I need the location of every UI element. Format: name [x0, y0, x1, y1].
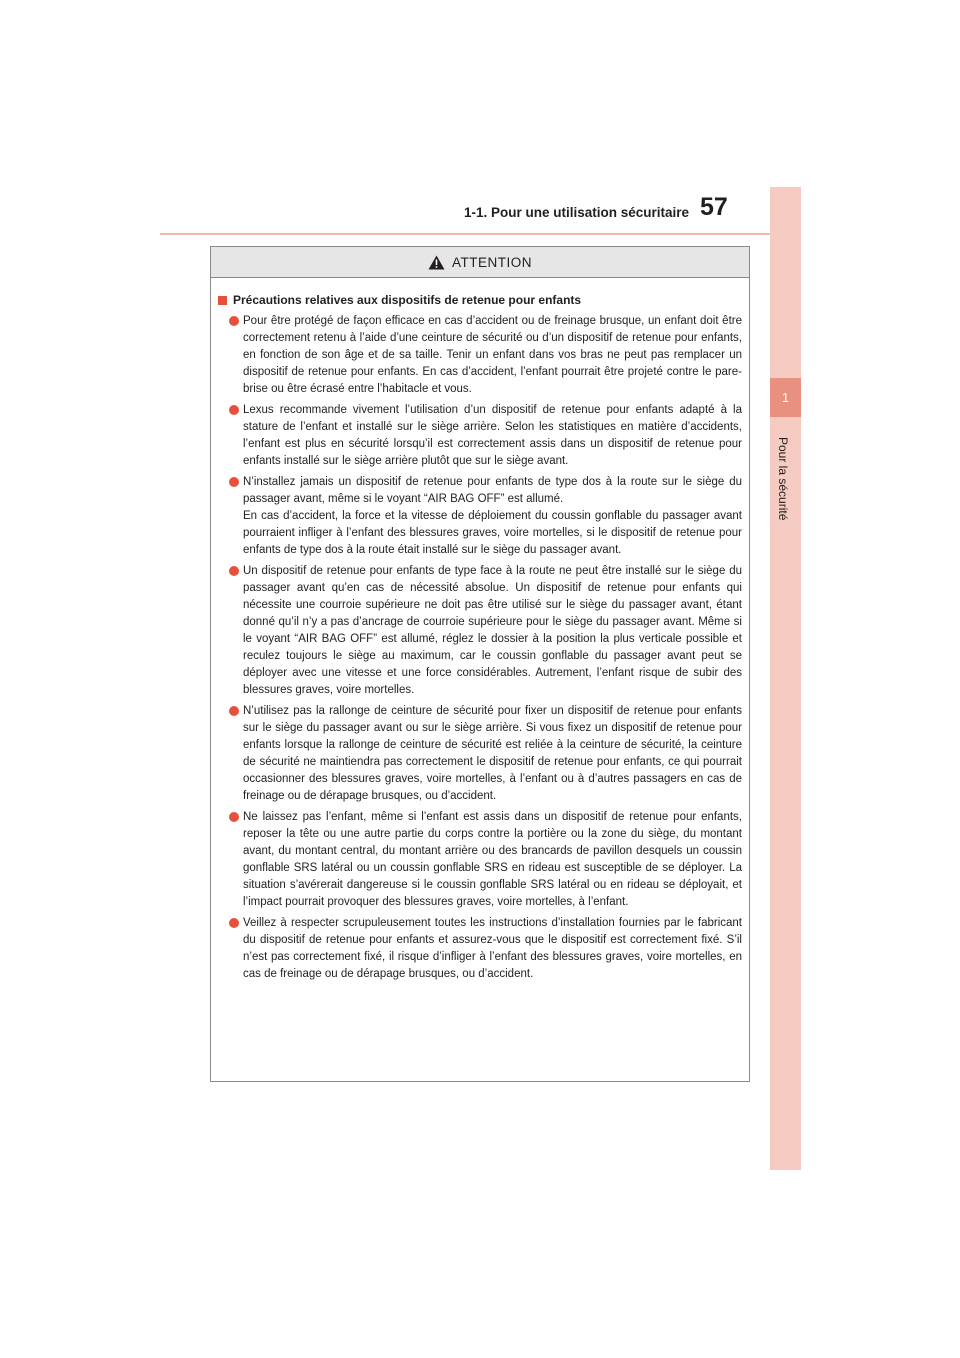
header-rule	[160, 233, 800, 235]
warning-body	[211, 278, 749, 983]
chapter-label: Pour la sécurité	[776, 437, 790, 521]
item-paragraph: Pour être protégé de façon efficace en cas d’accident ou de freinage brusque, un enfant doit être correctement retenu à l’aide d’une ceinture de sécurité ou d’un dispositif de retenue pour enfants, en fonction de son âge et de sa taille. Tenir un enfant dans vos bras ne peut pas remplacer un dispositif de retenue pour enfants. En cas d’accident, l’enfant pourrait être projeté contre le pare-brise ou être écrasé entre l’habitacle et vous.	[243, 315, 742, 395]
list-item	[218, 703, 742, 805]
bullet-dot-icon	[229, 918, 239, 928]
item-text	[243, 809, 742, 911]
item-paragraph: Veillez à respecter scrupuleusement toutes les instructions d’installation fournies par le fabricant du dispositif de retenue pour enfants et assurez-vous que le dispositif est correctement fixé. S’il n’est pas correctement fixé, il risque d’infliger à l’enfant des blessures graves, voire mortelles, en cas de freinage ou de dérapage brusques, ou d’accident.	[243, 917, 742, 980]
section-heading	[218, 292, 742, 309]
warning-items	[218, 313, 742, 983]
list-item	[218, 474, 742, 559]
bullet-dot-icon	[229, 706, 239, 716]
item-paragraph: Ne laissez pas l’enfant, même si l’enfant est assis dans un dispositif de retenue pour enfants, reposer la tête ou une autre partie du corps contre la portière ou la zone du siège, du montant avant, du montant central, du montant arrière ou des brancards de pavillon desquels un coussin gonflable SRS latéral ou un coussin gonflable SRS en rideau est susceptible de se déployer. La situation s’avérerait dangereuse si le coussin gonflable SRS latéral ou en rideau se déployait, et l’impact pourrait provoquer des blessures graves, voire mortelles, à l’enfant.	[243, 811, 742, 908]
list-item	[218, 402, 742, 470]
bullet-dot-icon	[229, 566, 239, 576]
section-title: 1-1. Pour une utilisation sécuritaire	[463, 205, 689, 220]
list-item	[218, 563, 742, 699]
item-text	[243, 915, 742, 983]
item-text	[243, 563, 742, 699]
warning-triangle-icon	[428, 255, 445, 270]
item-paragraph: N’utilisez pas la rallonge de ceinture de sécurité pour fixer un dispositif de retenue pour enfants sur le siège du passager avant ou sur le siège arrière. Si vous fixez un dispositif de retenue pour enfants lorsque la rallonge de ceinture de sécurité est reliée à la ceinture de sécurité, la ceinture de sécurité ne maintiendra pas correctement le dispositif de retenue pour enfants, ce qui pourrait occasionner des blessures graves, voire mortelles, à l’enfant ou à d’autres passagers en cas de freinage ou de dérapage brusques, ou d’accident.	[243, 705, 742, 802]
bullet-dot-icon	[229, 316, 239, 326]
bullet-dot-icon	[229, 812, 239, 822]
square-bullet-icon	[218, 296, 227, 305]
warning-box	[210, 246, 750, 1082]
warning-header	[211, 247, 749, 278]
item-paragraph: Un dispositif de retenue pour enfants de type face à la route ne peut être installé sur le siège du passager avant qu’en cas de nécessité absolue. Un dispositif de retenue pour enfants qui nécessite une courroie supérieure ne doit pas être utilisé sur le siège du passager avant, étant donné qu’il n’y a pas d’ancrage de courroie supérieure pour le siège du passager avant. Même si le voyant “AIR BAG OFF” est allumé, réglez le dossier à la position la plus verticale possible et reculez toujours le siège au maximum, car le coussin gonflable du passager avant peut se déployer avec une vitesse et une force considérables. Autrement, l’enfant risque de subir des blessures graves, voire mortelles.	[243, 565, 742, 696]
chapter-number: 1	[770, 378, 801, 417]
item-paragraph: Lexus recommande vivement l’utilisation d’un dispositif de retenue pour enfants adapté à la stature de l’enfant et installé sur le siège arrière. Selon les statistiques en matière d’accidents, l’enfant est plus en sécurité lorsqu’il est correctement assis dans un dispositif de retenue pour enfants installé sur le siège arrière plutôt que sur le siège avant.	[243, 404, 742, 467]
page-number: 57	[700, 193, 728, 221]
section-heading-text: Précautions relatives aux dispositifs de retenue pour enfants	[233, 293, 582, 307]
bullet-dot-icon	[229, 477, 239, 487]
chapter-side-tab	[770, 187, 801, 1170]
item-text	[243, 474, 742, 559]
bullet-dot-icon	[229, 405, 239, 415]
list-item	[218, 313, 742, 398]
item-text	[243, 402, 742, 470]
list-item	[218, 915, 742, 983]
item-text	[243, 313, 742, 398]
item-text	[243, 703, 742, 805]
warning-title: ATTENTION	[452, 254, 532, 270]
list-item	[218, 809, 742, 911]
item-paragraph: En cas d’accident, la force et la vitesse de déploiement du coussin gonflable du passager avant pourraient infliger à l’enfant des blessures graves, voire mortelles, si le dispositif de retenue pour enfants de type dos à la route était installé sur le siège du passager avant.	[243, 510, 742, 556]
item-paragraph: N’installez jamais un dispositif de retenue pour enfants de type dos à la route sur le siège du passager avant, même si le voyant “AIR BAG OFF” est allumé.	[243, 476, 742, 505]
